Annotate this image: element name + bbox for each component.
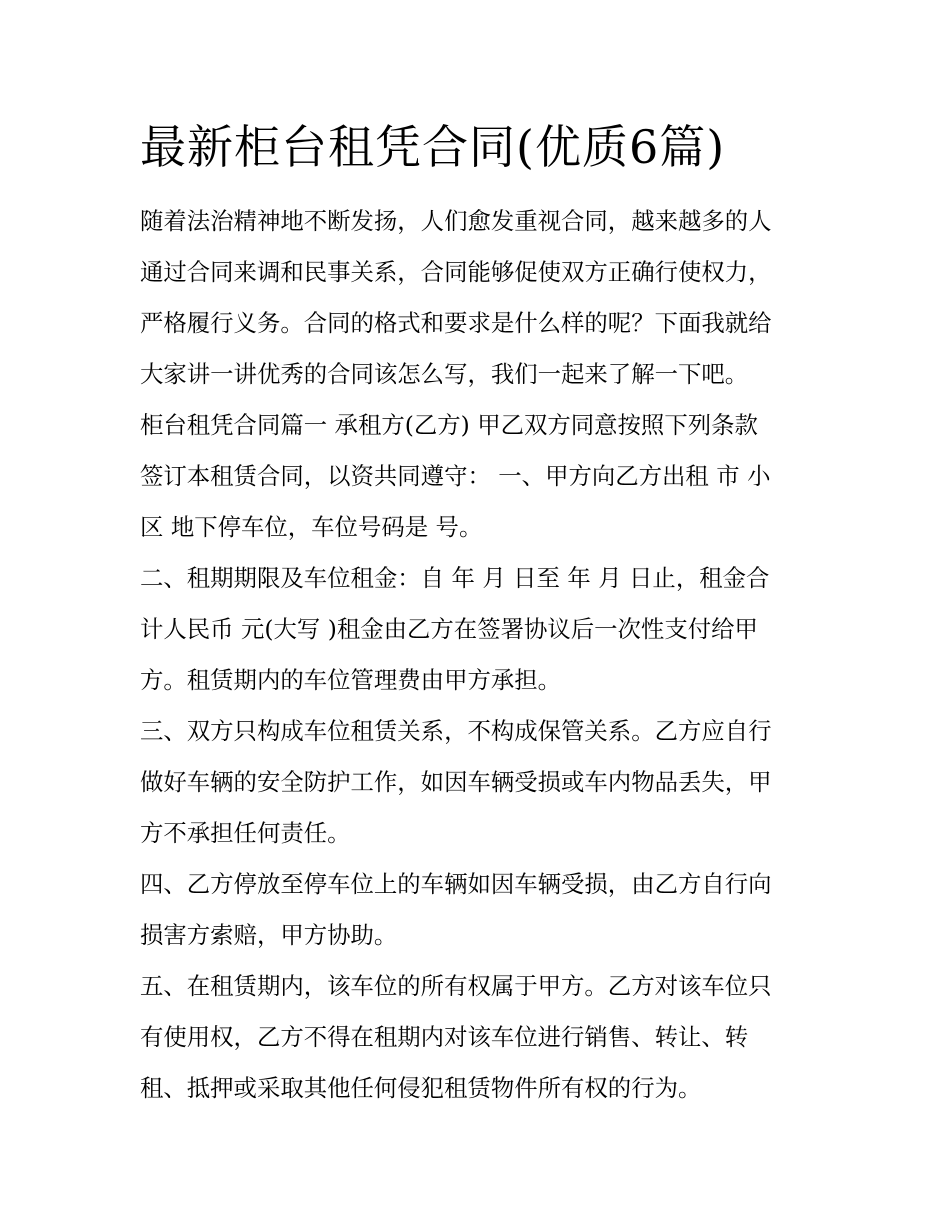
- body-line: 随着法治精神地不断发扬，人们愈发重视合同，越来越多的人: [140, 207, 772, 235]
- document-title: 最新柜台租凭合同(优质6篇): [140, 120, 726, 174]
- body-line: 有使用权，乙方不得在租期内对该车位进行销售、转让、转: [140, 1023, 749, 1051]
- body-line: 柜台租凭合同篇一 承租方(乙方) 甲乙双方同意按照下列条款: [140, 411, 758, 439]
- body-line: 租、抵押或采取其他任何侵犯租赁物件所有权的行为。: [140, 1074, 702, 1102]
- body-line: 大家讲一讲优秀的合同该怎么写，我们一起来了解一下吧。: [140, 360, 749, 388]
- body-line: 方。租赁期内的车位管理费由甲方承担。: [140, 666, 562, 694]
- document-body: [140, 196, 820, 1114]
- body-line: 五、在租赁期内，该车位的所有权属于甲方。乙方对该车位只: [140, 972, 772, 1000]
- body-line: 损害方索赔，甲方协助。: [140, 921, 398, 949]
- body-line: 方不承担任何责任。: [140, 819, 351, 847]
- body-line: 通过合同来调和民事关系，合同能够促使双方正确行使权力，: [140, 258, 772, 286]
- body-line: 区 地下停车位，车位号码是 号。: [140, 513, 483, 541]
- body-line: 二、租期期限及车位租金：自 年 月 日至 年 月 日止，租金合: [140, 564, 770, 592]
- body-line: 做好车辆的安全防护工作，如因车辆受损或车内物品丢失，甲: [140, 768, 772, 796]
- body-line: 计人民币 元(大写 )租金由乙方在签署协议后一次性支付给甲: [140, 615, 758, 643]
- body-line: 签订本租赁合同，以资共同遵守： 一、甲方向乙方出租 市 小: [140, 462, 771, 490]
- body-line: 严格履行义务。合同的格式和要求是什么样的呢？下面我就给: [140, 309, 772, 337]
- body-line: 三、双方只构成车位租赁关系，不构成保管关系。乙方应自行: [140, 717, 772, 745]
- body-line: 四、乙方停放至停车位上的车辆如因车辆受损，由乙方自行向: [140, 870, 772, 898]
